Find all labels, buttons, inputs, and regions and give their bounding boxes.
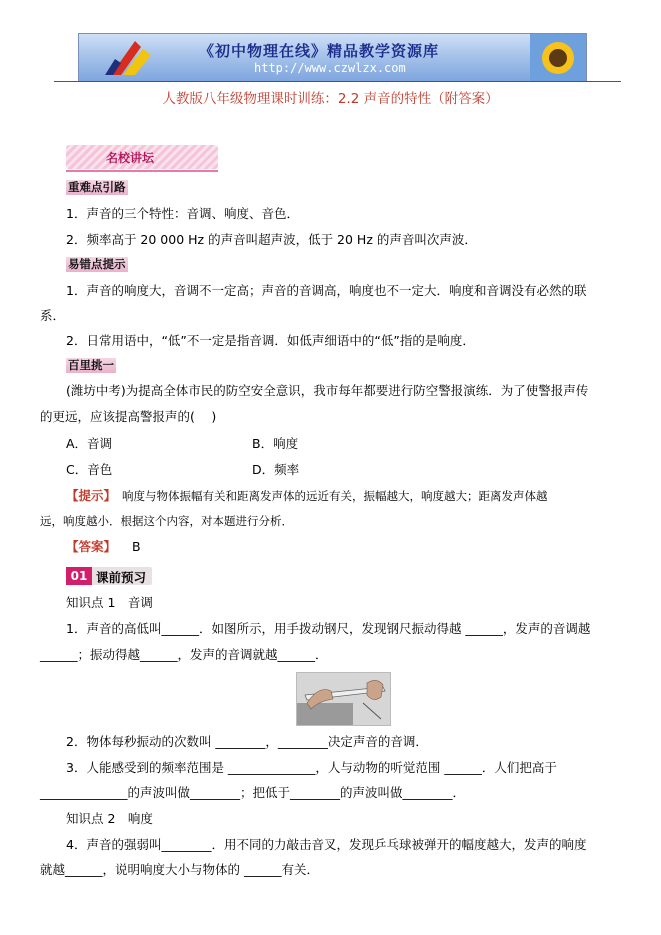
logo-icon [101,37,163,79]
tag-key-points: 重难点引路 [68,180,126,194]
ruler-vibration-figure [296,672,391,726]
kp1-q1-line-1: 1．声音的高低叫______．如图所示，用手拨动钢尺，发现钢尺振动得越 ______，发声的音调越 [66,621,591,636]
header-rule [54,81,621,82]
tag-pick-one: 百里挑一 [68,358,114,372]
question-line-1: (潍坊中考)为提高全体市民的防空安全意识，我市每年都要进行防空警报演练．为了使警报声传 [66,383,589,398]
tag-common-errors: 易错点提示 [68,257,126,271]
error-tip-2: 2．日常用语中，“低”不一定是指音调．如低声细语中的“低”指的是响度． [66,333,475,348]
sunflower-icon [530,34,586,81]
error-tip-1: 1．声音的响度大，音调不一定高；声音的音调高，响度也不一定大．响度和音调没有必然的联 [66,283,587,298]
kp1-q3-line-1: 3．人能感受到的频率范围是 ______________，人与动物的听觉范围 ______．人们把高于 [66,760,557,775]
knowledge-point-2-title: 知识点 2 响度 [66,811,153,826]
question-line-2: 的更远，应该提高警报声的( ) [40,409,217,424]
banner-url[interactable]: http://www.czwlzx.com [254,61,406,75]
kp2-q4-line-1: 4．声音的强弱叫________．用不同的力敲击音叉，发现乒乓球被弹开的幅度越大，发声的响度 [66,837,587,852]
knowledge-point-1-title: 知识点 1 音调 [66,595,153,610]
option-c: C．音色 [66,462,113,477]
answer-label: 【答案】 [66,539,117,554]
hint-label: 【提示】 [66,488,117,503]
section-header-badge [66,145,218,169]
key-point-2: 2．频率高于 20 000 Hz 的声音叫超声波，低于 20 Hz 的声音叫次声波． [66,232,477,247]
option-d: D．频率 [252,462,300,477]
option-b: B．响度 [252,436,299,451]
kp1-q2: 2．物体每秒振动的次数叫 ________，________决定声音的音调． [66,734,428,749]
section-01-number: 01 [66,567,92,585]
section-01-label: 课前预习 [96,570,147,585]
header-banner [78,33,587,82]
kp2-q4-line-2: 就越______，说明响度大小与物体的 ______有关． [40,862,319,877]
section-header-label: 名校讲坛 [106,151,155,165]
banner-title: 《初中物理在线》精品教学资源库 [199,42,440,60]
document-title: 人教版八年级物理课时训练：2.2 声音的特性（附答案） [162,91,499,107]
error-tip-1-cont: 系． [40,308,66,323]
kp1-q3-line-2: ______________的声波叫做________；把低于________的声波叫做________． [40,785,466,800]
kp1-q1-line-2: ______；振动得越______，发声的音调就越______． [40,647,328,662]
hint-line-2: 远，响度越小．根据这个内容，对本题进行分析． [40,514,293,528]
answer-value: B [132,539,141,554]
section-01-header [66,567,152,585]
key-point-1: 1．声音的三个特性：音调、响度、音色． [66,206,299,221]
option-a: A．音调 [66,436,113,451]
hint-line-1: 响度与物体振幅有关和距离发声体的远近有关，振幅越大，响度越大；距离发声体越 [122,489,548,503]
section-header-strip [66,170,218,172]
